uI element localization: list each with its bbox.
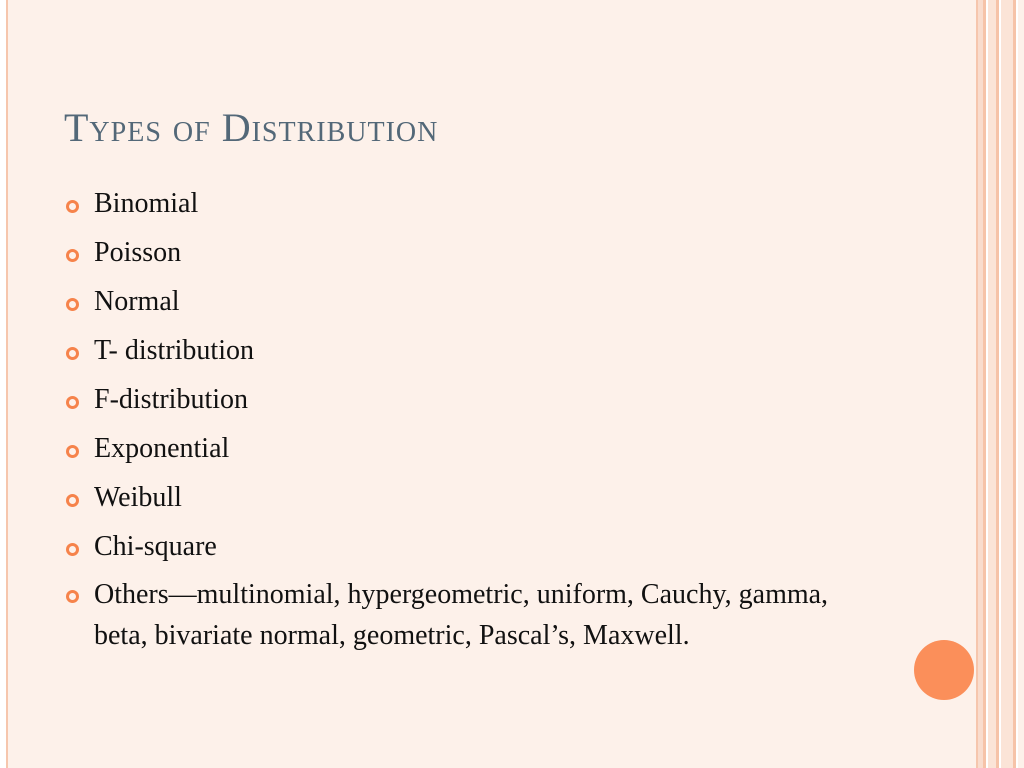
bullet-text: Weibull	[94, 482, 182, 513]
bullet-text: T- distribution	[94, 335, 254, 366]
bullet-item	[64, 480, 864, 516]
ring-bullet-icon	[66, 543, 79, 556]
stripe	[1013, 0, 1016, 768]
stripe	[1001, 0, 1013, 768]
stripe	[996, 0, 999, 768]
bullet-text: Binomial	[94, 188, 199, 219]
orange-circle-icon	[914, 640, 974, 700]
ring-bullet-icon	[66, 249, 79, 262]
ring-bullet-icon	[66, 445, 79, 458]
stripe	[1018, 0, 1024, 768]
ring-bullet-icon	[66, 494, 79, 507]
bullet-item	[64, 284, 864, 320]
bullet-text: Exponential	[94, 433, 230, 464]
bullet-item	[64, 186, 864, 222]
bullet-item	[64, 382, 864, 418]
bullet-item	[64, 529, 864, 565]
stripe	[983, 0, 986, 768]
bullet-item	[64, 431, 864, 467]
bullet-text: Others—multinomial, hypergeometric, uniform, Cauchy, gamma, beta, bivariate normal, geometric, Pascal’s, Maxwell.	[94, 579, 829, 651]
bullet-item	[64, 574, 864, 656]
bullet-text: Normal	[94, 286, 180, 317]
bullet-list	[64, 186, 864, 669]
ring-bullet-icon	[66, 200, 79, 213]
ring-bullet-icon	[66, 298, 79, 311]
bullet-text: Poisson	[94, 237, 182, 268]
ring-bullet-icon	[66, 347, 79, 360]
slide-title: Types of Distribution	[64, 105, 439, 150]
bullet-item	[64, 333, 864, 369]
bullet-item	[64, 235, 864, 271]
bullet-text: F-distribution	[94, 384, 249, 415]
bullet-text: Chi-square	[94, 531, 217, 562]
ring-bullet-icon	[66, 590, 79, 603]
stripe	[988, 0, 996, 768]
ring-bullet-icon	[66, 396, 79, 409]
decorative-stripes	[978, 0, 1024, 768]
